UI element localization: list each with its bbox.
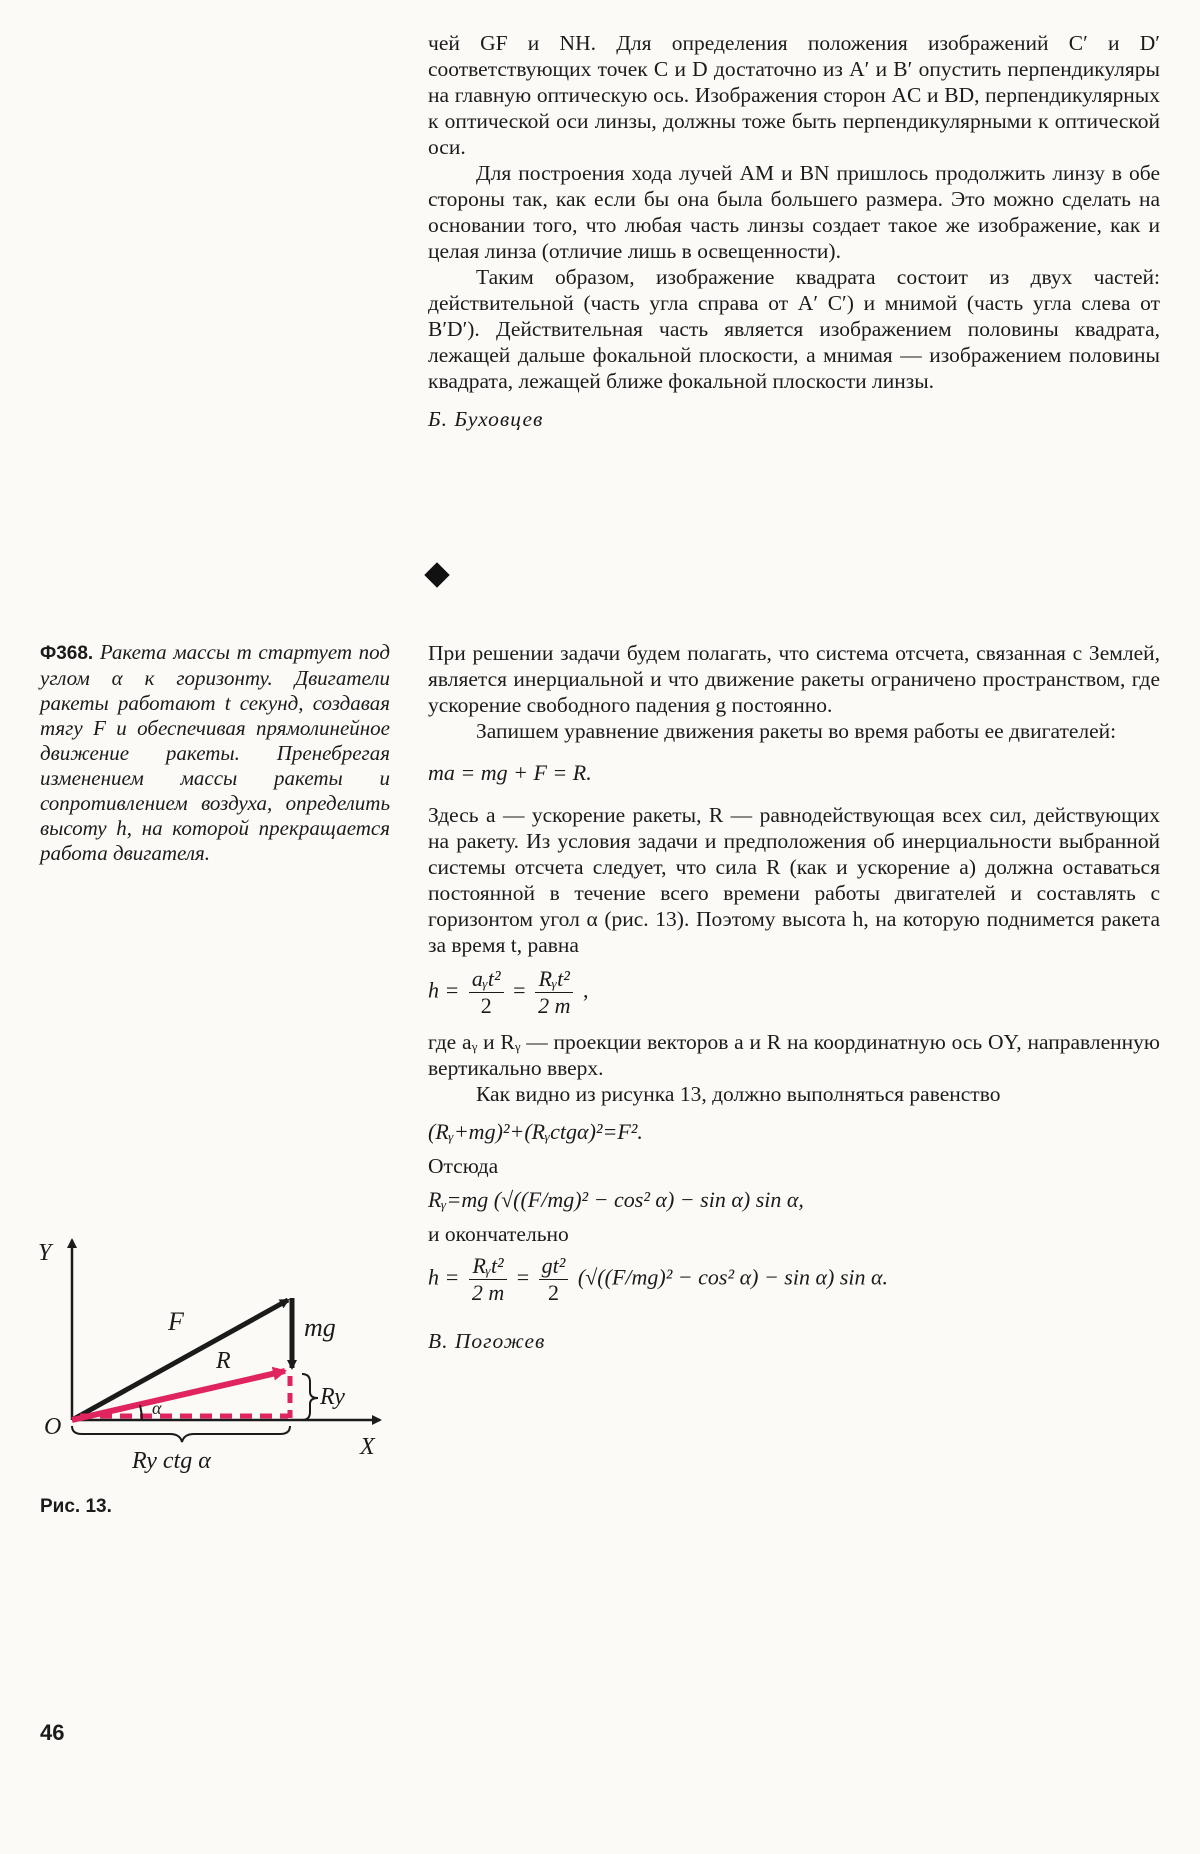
- top-paragraph-3: Таким образом, изображение квадрата состоит из двух частей: действительной (часть угла справа от A′ C′) и мнимой (часть угла слева от B′D′). Действительная часть является изображением половины квадрата, лежащей дальше фокальной плоскости, а мнимая — изображением половины квадрата, лежащей ближе фокальной плоскости линзы.: [428, 265, 1160, 393]
- label-Y: Y: [38, 1240, 52, 1266]
- fraction-ay: [469, 966, 504, 1019]
- solution-paragraph-6: Отсюда: [428, 1154, 499, 1178]
- solution-paragraph-7: и окончательно: [428, 1222, 569, 1246]
- top-paragraph-1: чей GF и NH. Для определения положения изображений C′ и D′ соответствующих точек C и D достаточно из A′ и B′ опустить перпендикуляры на главную оптическую ось. Изображения сторон AC и BD, перпендикулярных к оптической оси линзы, должны тоже быть перпендикулярными к оптической оси.: [428, 31, 1160, 159]
- equation-final-tail: (√((F/mg)² − cos² α) − sin α) sin α.: [577, 1264, 889, 1290]
- label-X: X: [360, 1434, 375, 1460]
- label-F: F: [168, 1307, 184, 1336]
- fraction-ry: [535, 966, 573, 1019]
- fraction-final-2-num: gt²: [539, 1253, 569, 1280]
- ry-brace: [302, 1374, 318, 1420]
- top-paragraph-2: Для построения хода лучей AM и BN пришлось продолжить линзу в обе стороны так, как если бы она была большего размера. Это можно сделать на основании того, что любая часть линзы создает такое же изображение, как и целая линза (отличие лишь в освещенности).: [428, 161, 1160, 263]
- fraction-final-2: [539, 1253, 569, 1306]
- equation-motion-text: ma = mg + F = R.: [428, 760, 592, 785]
- fraction-final-1-den: 2 m: [471, 1280, 505, 1305]
- label-O: O: [44, 1414, 62, 1440]
- solution-paragraph-1: При решении задачи будем полагать, что система отсчета, связанная с Землей, является инерциальной и что движение ракеты ограничено пространством, где ускорение свободного падения g постоянно.: [428, 641, 1160, 717]
- solution-paragraph-3: Здесь a — ускорение ракеты, R — равнодействующая всех сил, действующих на ракету. Из условия задачи и предположения об инерциальности выбранной системы отсчета следует, что сила R (как и ускорение a) должна оставаться постоянной в течение всего времени работы двигателей и составлять с горизонтом угол α (рис. 13). Поэтому высота h, на которую поднимется ракета за время t, равна: [428, 803, 1160, 957]
- top-section: [428, 30, 1160, 432]
- fraction-ay-den: 2: [480, 993, 492, 1018]
- problem-text: Ракета массы m стартует под углом α к горизонту. Двигатели ракеты работают t секунд, создавая тягу F и обеспечивая прямолинейное движение ракеты. Пренебрегая изменением массы ракеты и сопротивлением воздуха, определить высоту h, на которой прекращается работа двигателя.: [40, 640, 391, 865]
- figure-13: [30, 1230, 400, 1490]
- top-author: Б. Буховцев: [428, 407, 544, 431]
- page-number: 46: [40, 1720, 65, 1745]
- solution-paragraph-2: Запишем уравнение движения ракеты во время работы ее двигателей:: [476, 719, 1117, 743]
- equation-ry-text: Rᵧ=mg (√((F/mg)² − cos² α) − sin α) sin α,: [428, 1187, 804, 1212]
- equation-height-lhs: h =: [428, 977, 460, 1003]
- equation-height-eq: =: [513, 977, 526, 1003]
- equation-final-eq: =: [516, 1264, 530, 1290]
- label-alpha: α: [152, 1398, 162, 1418]
- fraction-final-1: [469, 1253, 507, 1306]
- solution-paragraph-5: Как видно из рисунка 13, должно выполняться равенство: [476, 1082, 1001, 1106]
- section-divider-diamond: [424, 562, 449, 587]
- fraction-final-2-den: 2: [548, 1280, 560, 1305]
- equation-pythagoras-text: (Rᵧ+mg)²+(Rᵧctgα)²=F².: [428, 1119, 643, 1144]
- vector-R: [72, 1371, 285, 1420]
- equation-final: [428, 1253, 1160, 1306]
- problem-label: Ф368.: [40, 643, 94, 664]
- equation-ry: [428, 1187, 1160, 1213]
- figure-caption: Рис. 13.: [40, 1496, 112, 1517]
- solution: [428, 640, 1160, 1354]
- label-mg: mg: [304, 1313, 336, 1342]
- equation-height-tail: ,: [582, 977, 589, 1003]
- fraction-ay-num: aᵧt²: [469, 966, 504, 993]
- equation-motion: [428, 760, 1160, 786]
- label-Ryctg: Ry ctg α: [132, 1448, 211, 1474]
- bottom-brace: [72, 1426, 290, 1442]
- equation-final-lhs: h =: [428, 1264, 460, 1290]
- label-R: R: [216, 1348, 231, 1374]
- solution-paragraph-4: где aᵧ и Rᵧ — проекции векторов a и R на координатную ось OY, направленную вертикально вверх.: [428, 1030, 1160, 1080]
- problem-statement: [40, 640, 390, 866]
- solution-author: В. Погожев: [428, 1329, 546, 1353]
- fraction-ry-num: Rᵧt²: [535, 966, 573, 993]
- fraction-ry-den: 2 m: [538, 993, 571, 1018]
- equation-height: [428, 966, 1160, 1019]
- equation-pythagoras: [428, 1119, 1160, 1145]
- fraction-final-1-num: Rᵧt²: [469, 1253, 507, 1280]
- label-Ry: Ry: [320, 1384, 345, 1410]
